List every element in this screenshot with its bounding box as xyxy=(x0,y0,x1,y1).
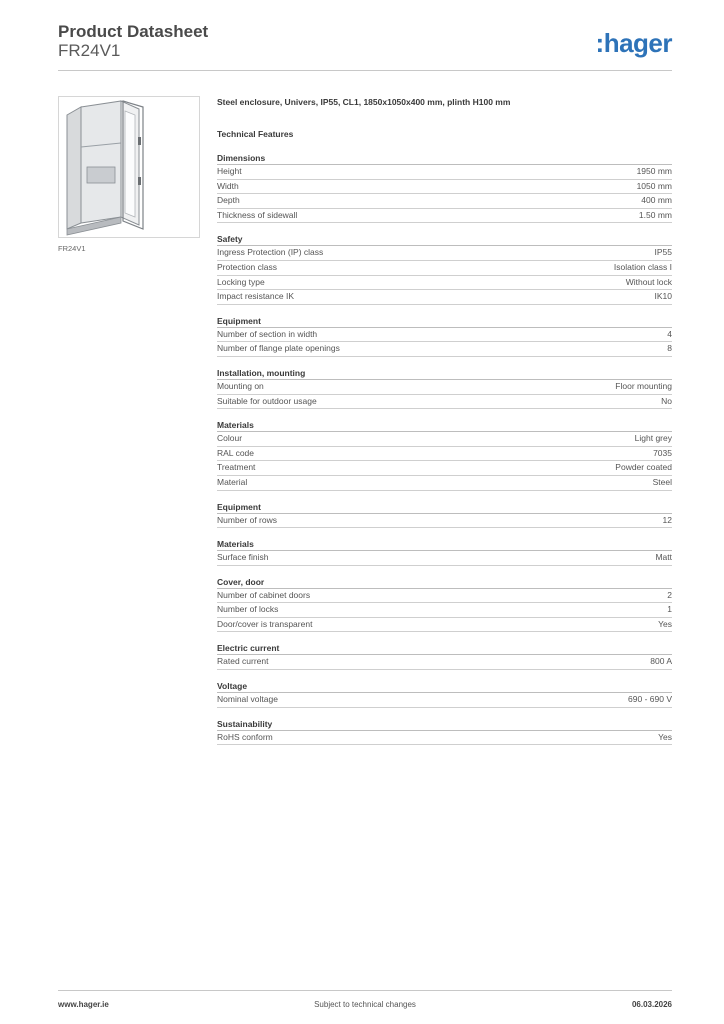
spec-value: Steel xyxy=(652,476,672,487)
document-title: Product Datasheet xyxy=(58,22,209,41)
spec-label: Number of rows xyxy=(217,514,277,525)
spec-row xyxy=(217,476,672,491)
spec-label: Treatment xyxy=(217,462,256,473)
section-title: Electric current xyxy=(217,642,672,655)
spec-label: Number of flange plate openings xyxy=(217,343,340,354)
spec-value: 1950 mm xyxy=(636,166,672,176)
spec-label: Door/cover is transparent xyxy=(217,618,313,629)
spec-label: Rated current xyxy=(217,656,269,667)
spec-section xyxy=(217,419,672,490)
spec-label: Number of cabinet doors xyxy=(217,589,311,600)
spec-label: Number of section in width xyxy=(217,328,318,339)
spec-label: Suitable for outdoor usage xyxy=(217,395,317,406)
spec-row xyxy=(217,461,672,476)
product-code: FR24V1 xyxy=(58,41,121,60)
spec-value: Yes xyxy=(658,618,672,629)
page-footer xyxy=(58,990,672,1013)
spec-section xyxy=(217,315,672,357)
spec-row xyxy=(217,731,672,746)
spec-value: 7035 xyxy=(653,447,672,458)
product-image xyxy=(58,96,200,238)
spec-value: IP55 xyxy=(654,247,672,258)
spec-section xyxy=(217,538,672,566)
spec-row xyxy=(217,180,672,195)
spec-section xyxy=(217,576,672,633)
spec-value: 4 xyxy=(667,328,672,339)
spec-section xyxy=(217,680,672,708)
spec-label: RAL code xyxy=(217,447,255,458)
spec-label: Colour xyxy=(217,433,243,444)
spec-label: Height xyxy=(217,166,242,176)
spec-label: Surface finish xyxy=(217,552,269,563)
spec-sections xyxy=(217,152,672,745)
image-caption: FR24V1 xyxy=(58,244,86,253)
spec-row xyxy=(217,618,672,633)
section-title: Sustainability xyxy=(217,718,672,731)
product-description: Steel enclosure, Univers, IP55, CL1, 1850x1050x400 mm, plinth H100 mm xyxy=(217,97,511,107)
spec-row xyxy=(217,432,672,447)
section-title: Dimensions xyxy=(217,152,672,165)
spec-value: 1.50 mm xyxy=(638,209,672,220)
spec-value: Yes xyxy=(658,731,672,742)
section-title: Cover, door xyxy=(217,576,672,589)
spec-row xyxy=(217,655,672,670)
spec-label: Number of locks xyxy=(217,604,279,615)
spec-label: RoHS conform xyxy=(217,731,273,742)
spec-value: 8 xyxy=(667,343,672,354)
spec-value: No xyxy=(661,395,672,406)
spec-label: Locking type xyxy=(217,276,265,287)
spec-section xyxy=(217,642,672,670)
spec-value: 2 xyxy=(667,589,672,600)
spec-value: 690 - 690 V xyxy=(628,694,672,705)
spec-row xyxy=(217,395,672,410)
spec-row xyxy=(217,551,672,566)
spec-value: 800 A xyxy=(650,656,672,667)
spec-section xyxy=(217,718,672,746)
spec-value: 1 xyxy=(667,604,672,615)
footer-note: Subject to technical changes xyxy=(314,1000,416,1009)
spec-value: 400 mm xyxy=(641,195,672,206)
enclosure-illustration xyxy=(59,97,199,237)
spec-row xyxy=(217,261,672,276)
spec-value: IK10 xyxy=(654,291,672,302)
footer-date: 06.03.2026 xyxy=(631,1000,672,1009)
spec-row xyxy=(217,603,672,618)
spec-section xyxy=(217,152,672,223)
section-title: Voltage xyxy=(217,680,672,693)
section-title: Equipment xyxy=(217,501,672,514)
section-title: Equipment xyxy=(217,315,672,328)
spec-label: Material xyxy=(217,476,248,487)
spec-value: Isolation class I xyxy=(613,261,672,272)
spec-label: Thickness of sidewall xyxy=(217,209,298,220)
spec-section xyxy=(217,233,672,304)
spec-label: Width xyxy=(217,180,239,191)
spec-row xyxy=(217,209,672,224)
spec-label: Nominal voltage xyxy=(217,694,278,705)
spec-row xyxy=(217,246,672,261)
datasheet-content xyxy=(217,97,672,755)
spec-row xyxy=(217,328,672,343)
spec-row xyxy=(217,693,672,708)
hager-logo: :hager xyxy=(595,28,672,58)
spec-row xyxy=(217,194,672,209)
spec-label: Impact resistance IK xyxy=(217,291,295,302)
section-title: Materials xyxy=(217,538,672,551)
spec-value: Without lock xyxy=(625,276,672,287)
spec-label: Ingress Protection (IP) class xyxy=(217,247,324,258)
spec-value: 12 xyxy=(662,514,672,525)
spec-section xyxy=(217,501,672,529)
section-title: Materials xyxy=(217,419,672,432)
spec-value: Light grey xyxy=(634,433,672,444)
spec-row xyxy=(217,342,672,357)
footer-website: www.hager.ie xyxy=(58,1000,109,1009)
spec-row xyxy=(217,514,672,529)
spec-value: Floor mounting xyxy=(615,380,672,391)
spec-value: 1050 mm xyxy=(636,180,672,191)
section-title: Safety xyxy=(217,233,672,246)
spec-section xyxy=(217,367,672,409)
technical-features-heading: Technical Features xyxy=(217,129,294,139)
spec-row xyxy=(217,380,672,395)
spec-row xyxy=(217,276,672,291)
spec-row xyxy=(217,290,672,305)
section-title: Installation, mounting xyxy=(217,367,672,380)
page-header xyxy=(58,22,672,71)
spec-row xyxy=(217,589,672,604)
spec-row xyxy=(217,165,672,180)
spec-label: Protection class xyxy=(217,261,277,272)
spec-value: Powder coated xyxy=(615,462,672,473)
spec-row xyxy=(217,447,672,462)
spec-label: Depth xyxy=(217,195,240,206)
spec-value: Matt xyxy=(655,552,672,563)
spec-label: Mounting on xyxy=(217,380,264,391)
